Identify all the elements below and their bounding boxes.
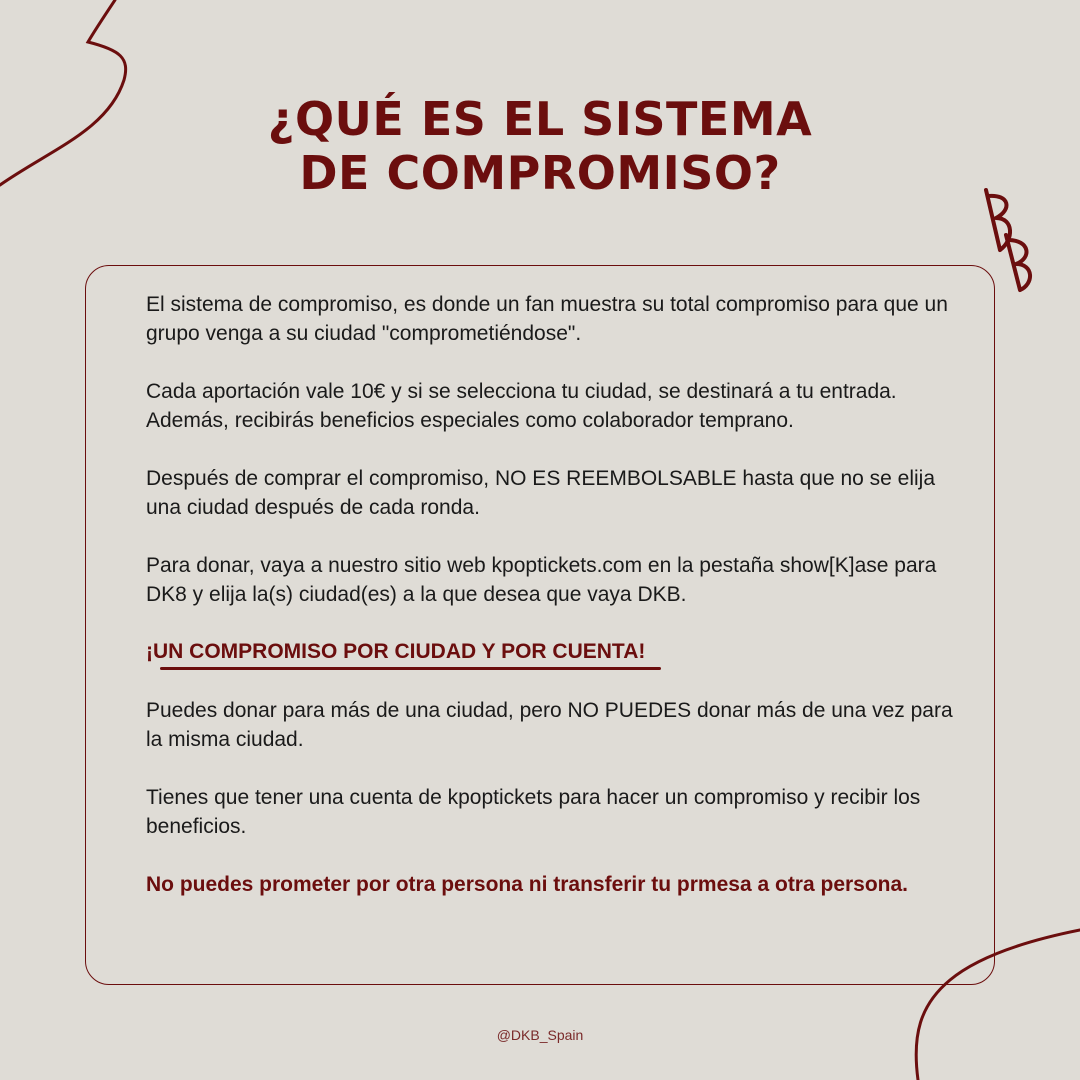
- paragraph-multiple-cities: Puedes donar para más de una ciudad, pero NO PUEDES donar más de una vez para la misma ciudad.: [146, 699, 953, 751]
- page-title: [0, 92, 1080, 200]
- info-card: [85, 265, 995, 985]
- paragraph-intro: El sistema de compromiso, es donde un fan muestra su total compromiso para que un grupo venga a su ciudad "comprometiéndose".: [146, 293, 948, 345]
- paragraph-contribution: Cada aportación vale 10€ y si se selecciona tu ciudad, se destinará a tu entrada. Además, recibirás beneficios especiales como colaborador temprano.: [146, 380, 897, 432]
- final-note: No puedes prometer por otra persona ni transferir tu prmesa a otra persona.: [146, 873, 909, 896]
- paragraph-donate: Para donar, vaya a nuestro sitio web kpoptickets.com en la pestaña show[K]ase para DK8 y elija la(s) ciudad(es) a la que desea que vaya DKB.: [146, 554, 937, 606]
- title-line-2: DE COMPROMISO?: [299, 146, 781, 200]
- paragraph-refund: Después de comprar el compromiso, NO ES REEMBOLSABLE hasta que no se elija una ciudad después de cada ronda.: [146, 467, 936, 519]
- social-handle: @DKB_Spain: [496, 1027, 584, 1043]
- highlight-underline: [160, 667, 661, 670]
- title-line-1: ¿QUÉ ES EL SISTEMA: [267, 92, 813, 146]
- highlight-rule: [146, 638, 645, 670]
- highlight-text: ¡UN COMPROMISO POR CIUDAD Y POR CUENTA!: [146, 640, 646, 663]
- dkb-logo-icon: [986, 190, 1030, 290]
- paragraph-account: Tienes que tener una cuenta de kpoptickets para hacer un compromiso y recibir los beneficios.: [146, 786, 921, 838]
